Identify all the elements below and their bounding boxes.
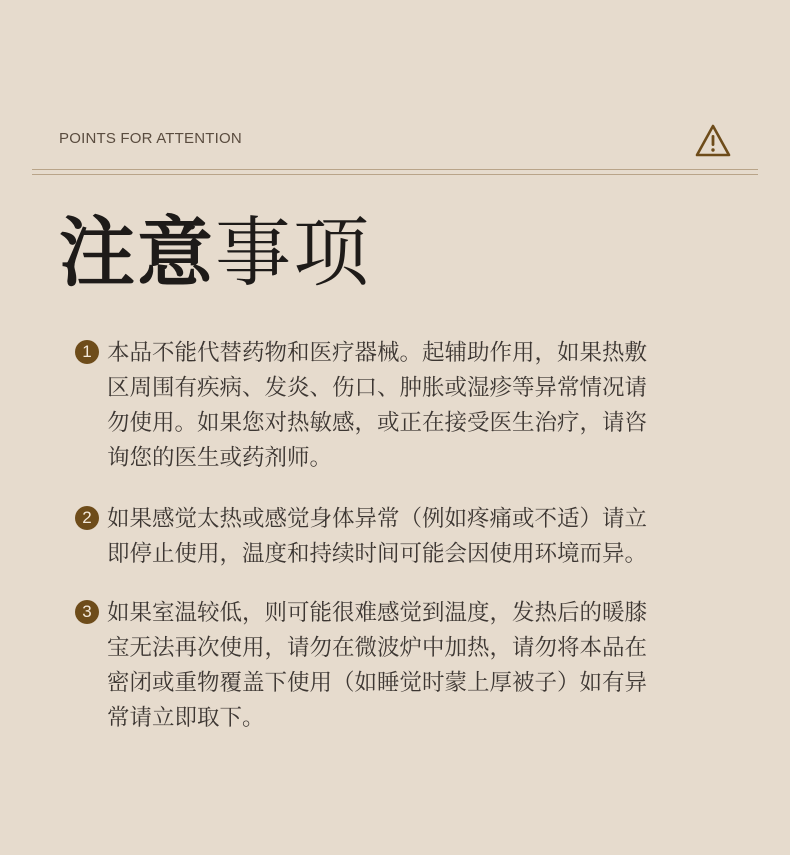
title-bold: 注意 bbox=[59, 208, 215, 297]
notice-line: 如果感觉太热或感觉身体异常（例如疼痛或不适）请立 bbox=[107, 506, 648, 532]
notice-line: 本品不能代替药物和医疗器械。起辅助作用，如果热敷 bbox=[107, 340, 648, 366]
notice-line: 询您的医生或药剂师。 bbox=[107, 445, 333, 471]
number-badge: 3 bbox=[75, 600, 99, 624]
notice-line: 常请立即取下。 bbox=[107, 705, 265, 731]
notice-item bbox=[75, 596, 715, 736]
notice-line: 宝无法再次使用，请勿在微波炉中加热，请勿将本品在 bbox=[107, 635, 648, 661]
notice-line: 密闭或重物覆盖下使用（如睡觉时蒙上厚被子）如有异 bbox=[107, 670, 648, 696]
notice-item bbox=[75, 336, 715, 476]
number-badge: 1 bbox=[75, 340, 99, 364]
notice-item bbox=[75, 502, 715, 572]
warning-triangle-icon bbox=[694, 123, 732, 159]
divider-line bbox=[32, 169, 758, 170]
notice-line: 即停止使用，温度和持续时间可能会因使用环境而异。 bbox=[107, 541, 648, 567]
notice-line: 勿使用。如果您对热敏感，或正在接受医生治疗，请咨 bbox=[107, 410, 648, 436]
page-title bbox=[59, 208, 371, 298]
title-light: 事项 bbox=[215, 208, 371, 297]
header-label: POINTS FOR ATTENTION bbox=[59, 130, 242, 147]
notice-line: 如果室温较低，则可能很难感觉到温度，发热后的暖膝 bbox=[107, 600, 648, 626]
notice-line: 区周围有疾病、发炎、伤口、肿胀或湿疹等异常情况请 bbox=[107, 375, 648, 401]
divider-line bbox=[32, 174, 758, 175]
number-badge: 2 bbox=[75, 506, 99, 530]
